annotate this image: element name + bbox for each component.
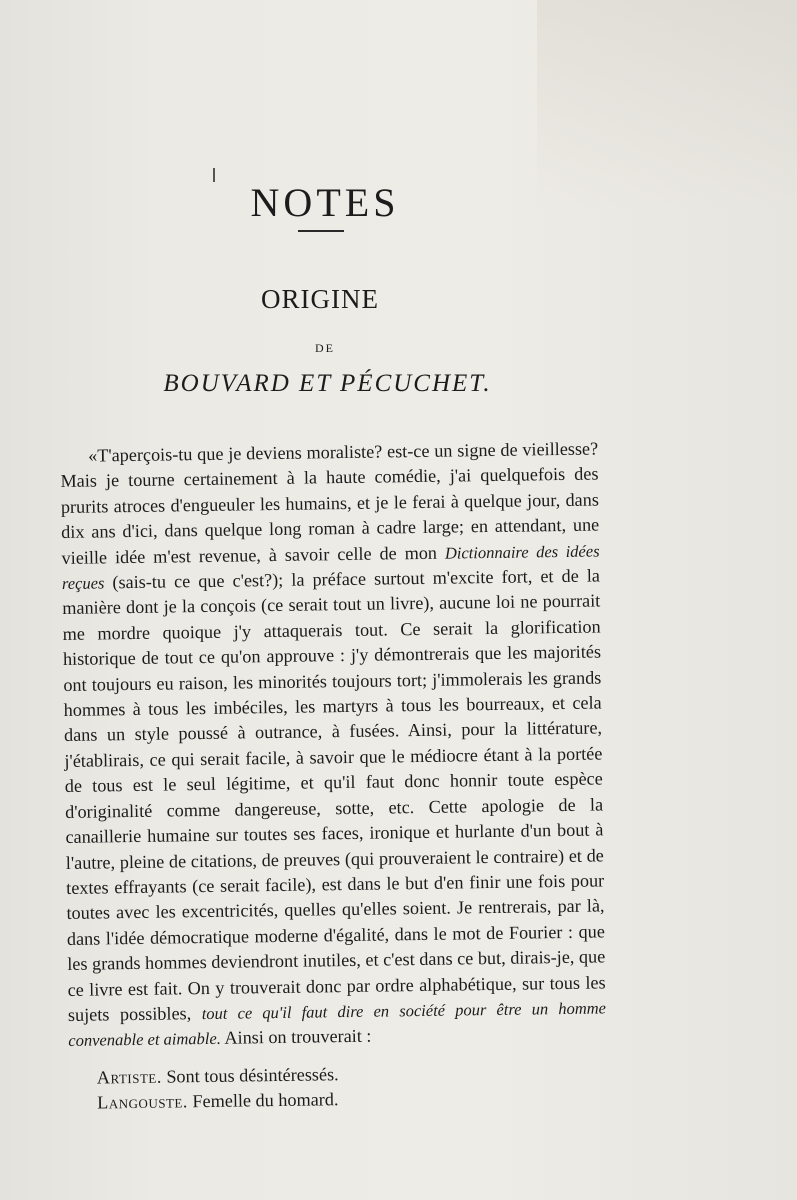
letter-body: [60, 436, 607, 1116]
letter-text-1: «T'aperçois-tu que je deviens moraliste? est-ce un signe de vieillesse? Mais je tourne certainement à la haute comédie, j'ai quelquefois des prurits atroces d'engueuler les humains, et je le ferai à quelque jour, dans dix ans d'ici, dans quelque long roman à cadre large; en attendant, une vieille idée m'est revenue, à savoir celle de mon: [60, 438, 600, 568]
title-rule: [298, 230, 344, 232]
entry-definition: Femelle du homard.: [187, 1089, 339, 1112]
entry-term: Artiste.: [96, 1066, 162, 1088]
work-title: BOUVARD ET PÉCUCHET.: [163, 370, 492, 397]
dictionary-entries: [69, 1058, 608, 1116]
entry-term: Langouste.: [97, 1091, 189, 1113]
letter-text-2: (sais-tu ce que c'est?); la préface surtout m'excite fort, et de la manière dont je la conçois (ce serait tout un livre), aucune loi ne pourrait me mordre quoique j'y attaquerais tout. Ce serait la glorification historique de tout ce qu'on approuve : j'y démontrerais que les majorités ont toujours eu raison, les minorités toujours tort; j'immolerais les grands hommes à tous les imbéciles, les martyrs à tous les bourreaux, et cela dans un style poussé à outrance, à fusées. Ainsi, pour la littérature, j'établirais, ce qui serait facile, à savoir que le médiocre étant à la portée de tous est le seul légitime, et qu'il faut donc honnir toute espèce d'originalité comme dangereuse, sotte, etc. Cette apologie de la canaillerie humaine sur toutes ses faces, ironique et hurlante d'un bout à l'autre, pleine de citations, de preuves (qui prouveraient le contraire) et de textes effrayants (ce serait facile), est dans le but d'en finir une fois pour toutes avec les excentricités, quelles qu'elles soient. Je rentrerais, par là, dans l'idée démocratique moderne d'égalité, dans le mot de Fourier : que les grands hommes deviendront inutiles, et c'est dans ce but, dirais-je, que ce livre est fait. On y trouverait donc par ordre alphabétique, sur tous les sujets possibles,: [62, 565, 606, 1025]
letter-italic-2: tout ce qu'il faut dire en société pour être un homme convenable et aimable.: [68, 998, 607, 1051]
section-connector: DE: [315, 341, 335, 355]
letter-text-3: Ainsi on trouverait :: [220, 1026, 372, 1049]
page-title: NOTES: [250, 179, 400, 225]
entry-definition: Sont tous désintéressés.: [161, 1063, 339, 1087]
letter-italic-1: Dictionnaire des idées reçues: [61, 541, 600, 594]
letter-paragraph: [60, 436, 606, 1053]
section-title: ORIGINE: [261, 284, 379, 314]
